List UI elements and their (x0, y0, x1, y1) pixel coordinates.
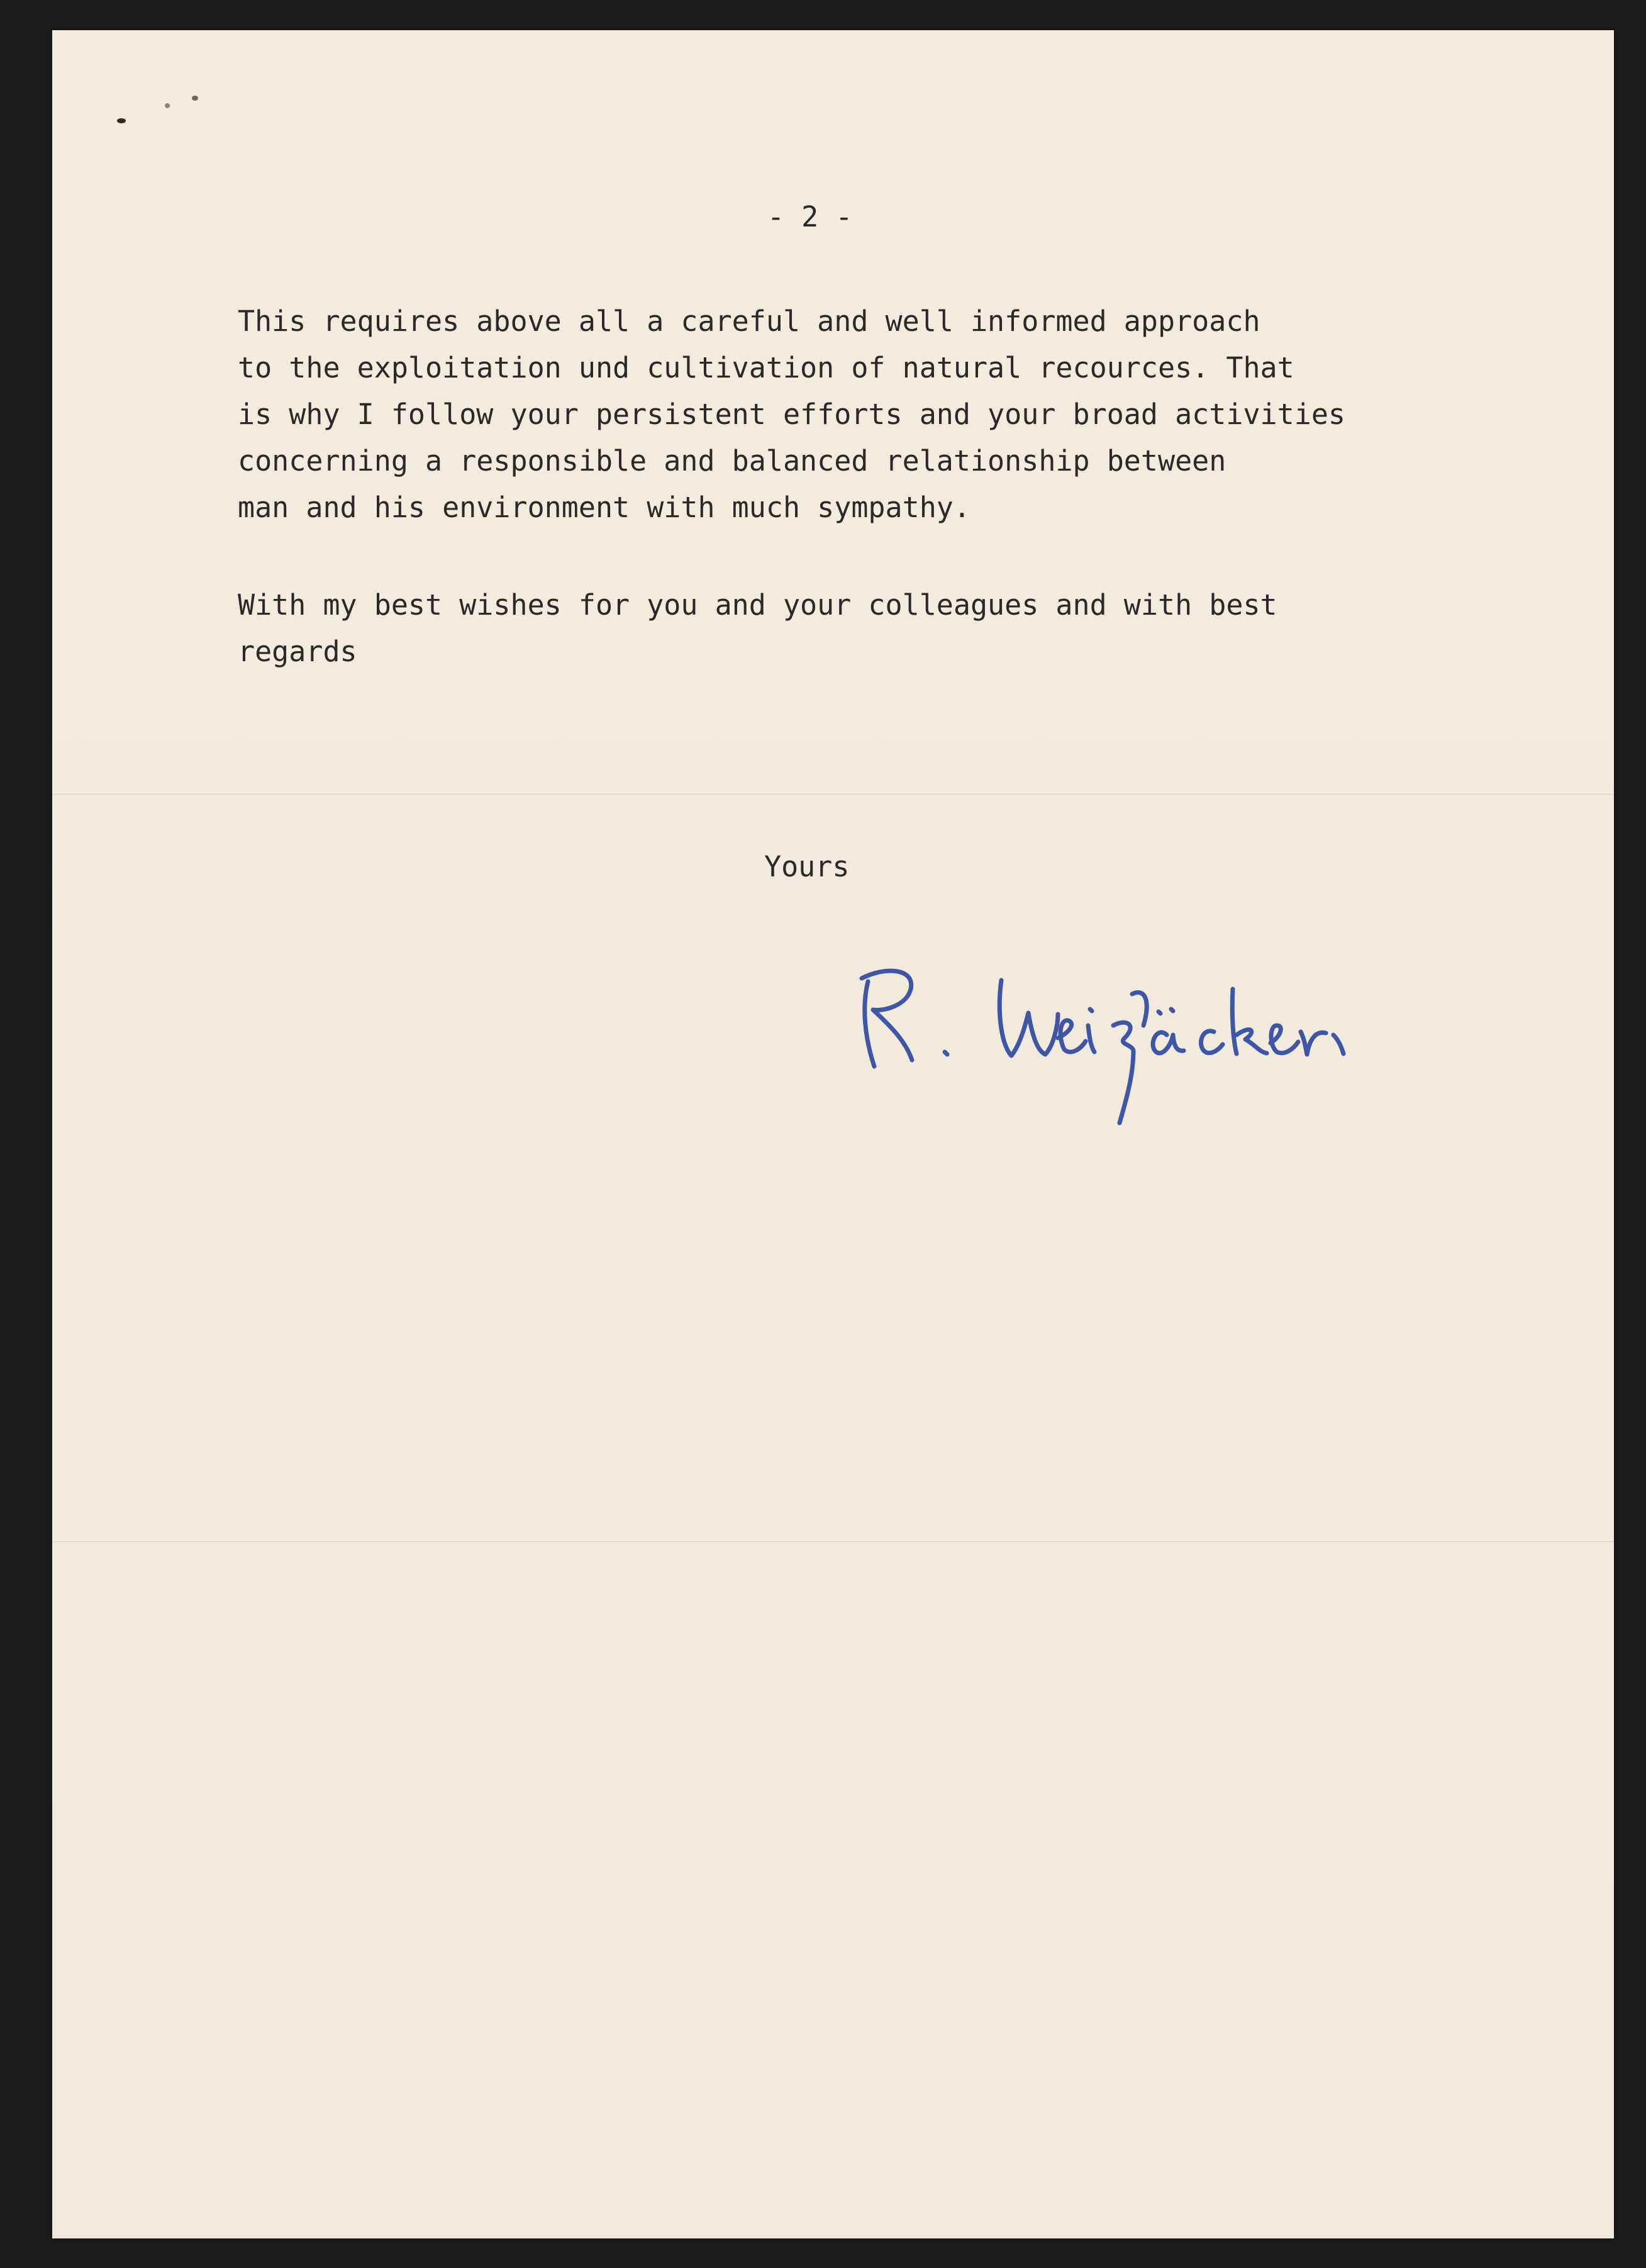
body-paragraph: With my best wishes for you and your colleagues and with best regards (238, 588, 1277, 668)
paper-fold-line (52, 793, 1614, 795)
punch-hole (117, 118, 126, 123)
paper-fold-line (52, 1540, 1614, 1542)
signature-strokes (862, 971, 1343, 1123)
closing-salutation: Yours (764, 850, 850, 883)
page-number: - 2 - (767, 200, 853, 233)
body-paragraph: This requires above all a careful and well informed approach to the exploitation und cultivation of natural recources. That is why I follow your persistent efforts and your broad activities concerning a responsible and balanced relationship between man and his environment with much sympathy. (238, 304, 1345, 524)
punch-hole (192, 96, 198, 101)
handwritten-signature (837, 931, 1384, 1139)
punch-hole (165, 103, 170, 108)
